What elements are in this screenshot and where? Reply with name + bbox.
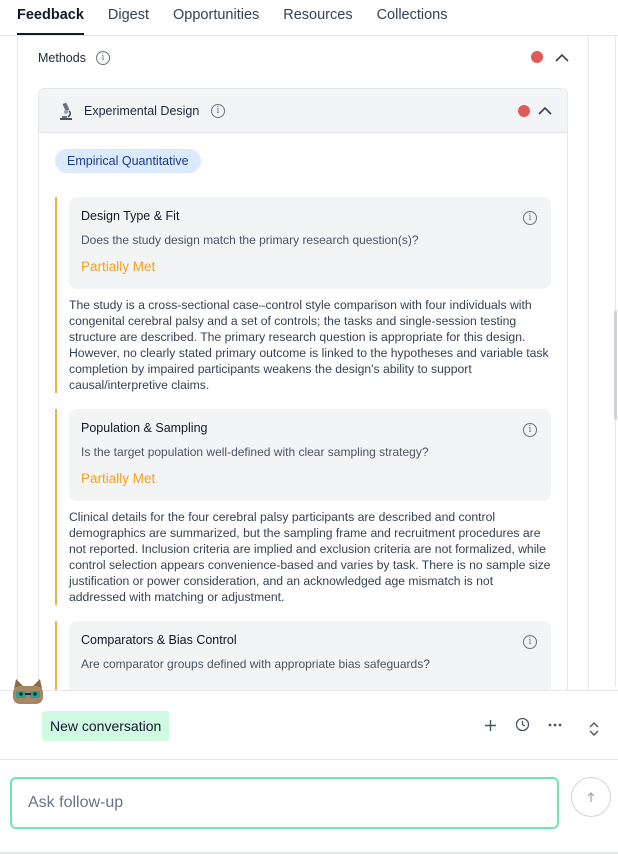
criterion-card — [69, 409, 551, 501]
top-tabs — [0, 0, 618, 36]
methods-header[interactable] — [38, 48, 570, 68]
ask-follow-up-input[interactable] — [10, 777, 559, 829]
methods-info-icon[interactable]: i — [96, 51, 110, 65]
criterion-status: Partially Met — [81, 259, 156, 274]
criterion-design-type — [55, 197, 551, 393]
criterion-explanation: Clinical details for the four cerebral palsy participants are described and control demographics are summarized, but the sampling frame and recruitment procedures are not reported. Inclusion criteria are implied and exclusion criteria are not formalized, while control selection appears convenience-based and varies by task. There is no sample size justification or power consideration, and an acknowledged age mismatch is not addressed with matching or adjustment. — [69, 510, 551, 604]
criterion-question: Are comparator groups defined with appropriate bias safeguards? — [81, 657, 430, 671]
tab-digest[interactable]: Digest — [107, 7, 150, 23]
conversation-panel — [0, 690, 618, 854]
tab-feedback[interactable]: Feedback — [17, 7, 84, 35]
methods-status-dot — [531, 51, 543, 63]
mascot-cat-icon — [11, 679, 45, 705]
criterion-explanation: The study is a cross-sectional case–control style comparison with four individuals with congenital cerebral palsy and a set of controls; the tasks and single-session testing structure are described. The primary research question is appropriate for this design. However, no clearly stated primary outcome is linked to the hypotheses and variable task completion by impaired participants weakens the design's ability to support causal/interpretive claims. — [69, 298, 549, 392]
experimental-design-header[interactable] — [39, 89, 567, 133]
experimental-design-title: Experimental Design — [84, 104, 200, 118]
divider — [0, 759, 618, 760]
criterion-card — [69, 621, 551, 690]
criterion-question: Is the target population well-defined with clear sampling strategy? — [81, 445, 429, 459]
methods-section — [17, 36, 589, 690]
criterion-info-icon[interactable]: i — [523, 211, 537, 225]
experimental-design-info-icon[interactable]: i — [211, 104, 225, 118]
history-clock-icon[interactable] — [515, 717, 530, 732]
experimental-design-collapse-chevron-icon[interactable] — [538, 106, 552, 116]
scrollbar-thumb[interactable] — [614, 310, 617, 420]
tab-collections[interactable]: Collections — [376, 7, 448, 23]
criterion-status: Partially Met — [81, 471, 156, 486]
study-type-badge: Empirical Quantitative — [55, 149, 201, 173]
methods-collapse-chevron-icon[interactable] — [555, 53, 569, 63]
arrow-up-icon — [586, 791, 596, 803]
criterion-comparators-bias — [55, 621, 551, 690]
criterion-title: Population & Sampling — [81, 421, 208, 435]
criterion-title: Design Type & Fit — [81, 209, 180, 223]
send-button[interactable] — [571, 777, 611, 817]
criterion-info-icon[interactable]: i — [523, 635, 537, 649]
experimental-design-status-dot — [518, 105, 530, 117]
criterion-title: Comparators & Bias Control — [81, 633, 237, 647]
microscope-icon — [56, 101, 76, 121]
tab-opportunities[interactable]: Opportunities — [173, 7, 260, 23]
more-options-icon[interactable] — [548, 723, 562, 727]
criterion-question: Does the study design match the primary research question(s)? — [81, 233, 419, 247]
criterion-population-sampling — [55, 409, 551, 605]
feedback-scroll-area[interactable] — [0, 36, 618, 690]
expand-collapse-icon[interactable] — [588, 721, 600, 737]
criterion-info-icon[interactable]: i — [523, 423, 537, 437]
tab-resources[interactable]: Resources — [283, 7, 353, 23]
new-conversation-label[interactable]: New conversation — [42, 711, 169, 741]
methods-label: Methods — [38, 51, 86, 65]
experimental-design-card — [38, 88, 568, 690]
plus-icon[interactable] — [484, 719, 497, 732]
criterion-card — [69, 197, 551, 289]
